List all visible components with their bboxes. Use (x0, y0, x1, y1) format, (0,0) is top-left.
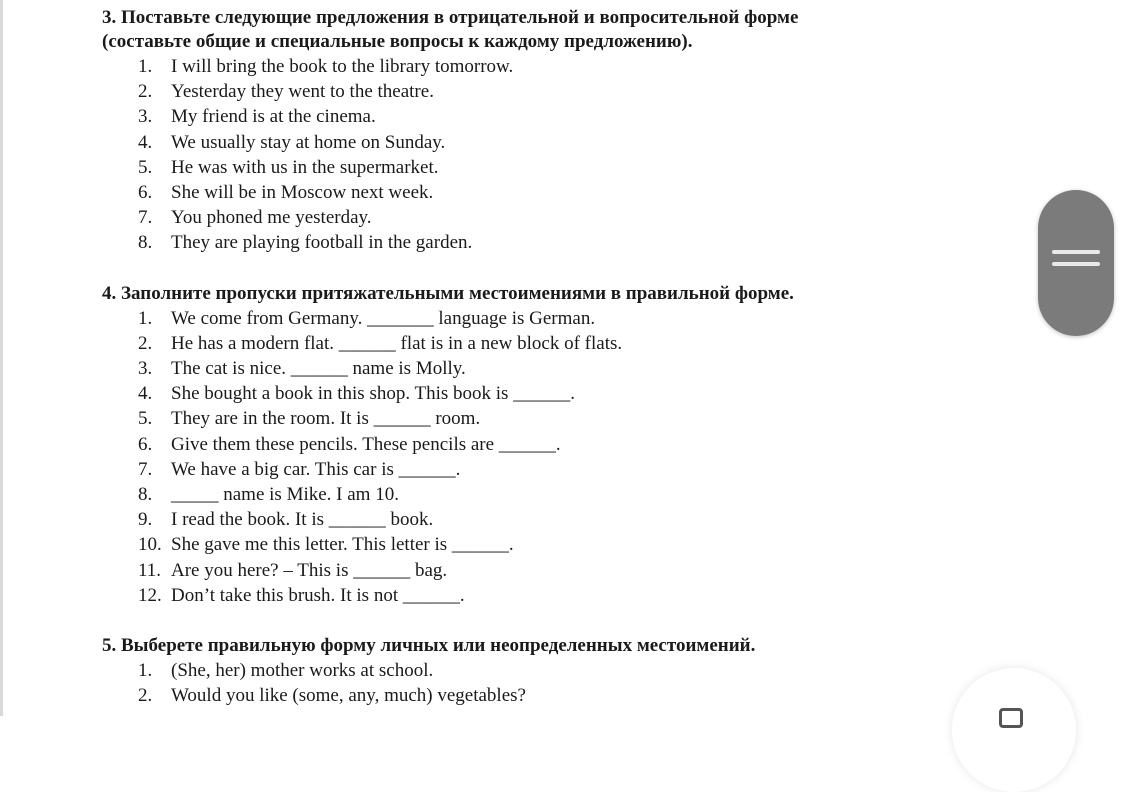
handle-bar-top (1052, 250, 1100, 254)
list-item (102, 658, 1032, 683)
item-number: 1. (138, 56, 153, 77)
item-number: 3. (138, 358, 153, 380)
list-item (102, 507, 1032, 532)
list-item (102, 482, 1032, 507)
item-number: 10. (138, 534, 162, 556)
item-text: Are you here? – This is ______ bag. (171, 559, 448, 581)
item-text: My friend is at the cinema. (171, 106, 376, 128)
item-text: (She, her) mother works at school. (171, 660, 434, 682)
item-number: 9. (138, 509, 153, 531)
list-item (102, 180, 1032, 205)
item-text: He was with us in the supermarket. (171, 156, 439, 178)
exercise-3-list (102, 54, 1032, 256)
item-text: He has a modern flat. ______ flat is in a new block of flats. (171, 332, 623, 354)
list-item (102, 457, 1032, 482)
list-item (102, 230, 1032, 255)
item-text: She will be in Moscow next week. (171, 182, 434, 204)
exercise-4 (102, 282, 1032, 608)
item-text: We usually stay at home on Sunday. (171, 131, 446, 153)
item-number: 7. (138, 207, 153, 229)
exercise-5-heading: 5. Выберете правильную форму личных или неопределенных местоимений. (102, 635, 756, 657)
exercise-5-list (102, 658, 1032, 708)
exercise-4-heading: 4. Заполните пропуски притяжательными местоимениями в правильной форме. (102, 282, 794, 304)
item-number: 6. (138, 433, 153, 455)
exercise-5 (102, 634, 1032, 708)
document-page (102, 6, 1032, 708)
exercise-3 (102, 6, 1032, 256)
exercise-4-list (102, 306, 1032, 608)
item-number: 11. (138, 559, 162, 581)
list-item (102, 558, 1032, 583)
item-text: We have a big car. This car is ______. (171, 458, 461, 480)
item-number: 7. (138, 458, 153, 480)
item-number: 4. (138, 383, 153, 405)
list-item (102, 54, 1032, 79)
item-text: They are in the room. It is ______ room. (171, 408, 481, 430)
list-item (102, 432, 1032, 457)
item-number: 8. (138, 232, 153, 254)
item-text: You phoned me yesterday. (171, 207, 372, 229)
item-number: 2. (138, 685, 153, 707)
list-item (102, 683, 1032, 708)
item-number: 4. (138, 131, 153, 153)
list-item (102, 130, 1032, 155)
item-text: Would you like (some, any, much) vegetables? (171, 685, 526, 707)
item-text: They are playing football in the garden. (171, 232, 473, 254)
list-item (102, 356, 1032, 381)
list-item (102, 104, 1032, 129)
item-text: Yesterday they went to the theatre. (171, 81, 434, 103)
item-text: We come from Germany. _______ language is German. (171, 307, 596, 329)
list-item (102, 583, 1032, 608)
item-text: Give them these pencils. These pencils are ______. (171, 433, 561, 455)
list-item (102, 331, 1032, 356)
comment-icon (999, 708, 1023, 728)
item-number: 5. (138, 156, 153, 178)
list-item (102, 532, 1032, 557)
item-text: I read the book. It is ______ book. (171, 509, 434, 531)
item-text: Don’t take this brush. It is not ______. (171, 584, 465, 606)
item-number: 1. (138, 660, 153, 682)
list-item (102, 306, 1032, 331)
list-item (102, 205, 1032, 230)
section-spacer (102, 608, 1032, 634)
section-spacer (102, 256, 1032, 282)
list-item (102, 406, 1032, 431)
item-number: 8. (138, 484, 153, 506)
handle-bar-bottom (1052, 262, 1100, 266)
list-item (102, 155, 1032, 180)
item-number: 1. (138, 307, 153, 329)
item-text: She bought a book in this shop. This book is ______. (171, 383, 575, 405)
item-number: 6. (138, 182, 153, 204)
floating-action-button[interactable] (952, 668, 1076, 792)
item-number: 12. (138, 584, 162, 606)
item-number: 3. (138, 106, 153, 128)
list-item (102, 381, 1032, 406)
item-number: 2. (138, 332, 153, 354)
item-text: She gave me this letter. This letter is ______. (171, 534, 514, 556)
viewer-left-edge (0, 0, 3, 716)
item-text: _____ name is Mike. I am 10. (171, 484, 399, 506)
item-text: I will bring the book to the library tomorrow. (171, 56, 514, 77)
list-item (102, 79, 1032, 104)
exercise-3-heading-line2: (составьте общие и специальные вопросы к каждому предложению). (102, 31, 693, 52)
drag-handle-icon[interactable] (1038, 190, 1114, 336)
exercise-3-heading-line1: 3. Поставьте следующие предложения в отрицательной и вопросительной форме (102, 7, 799, 28)
item-number: 2. (138, 81, 153, 103)
item-number: 5. (138, 408, 153, 430)
item-text: The cat is nice. ______ name is Molly. (171, 358, 466, 380)
